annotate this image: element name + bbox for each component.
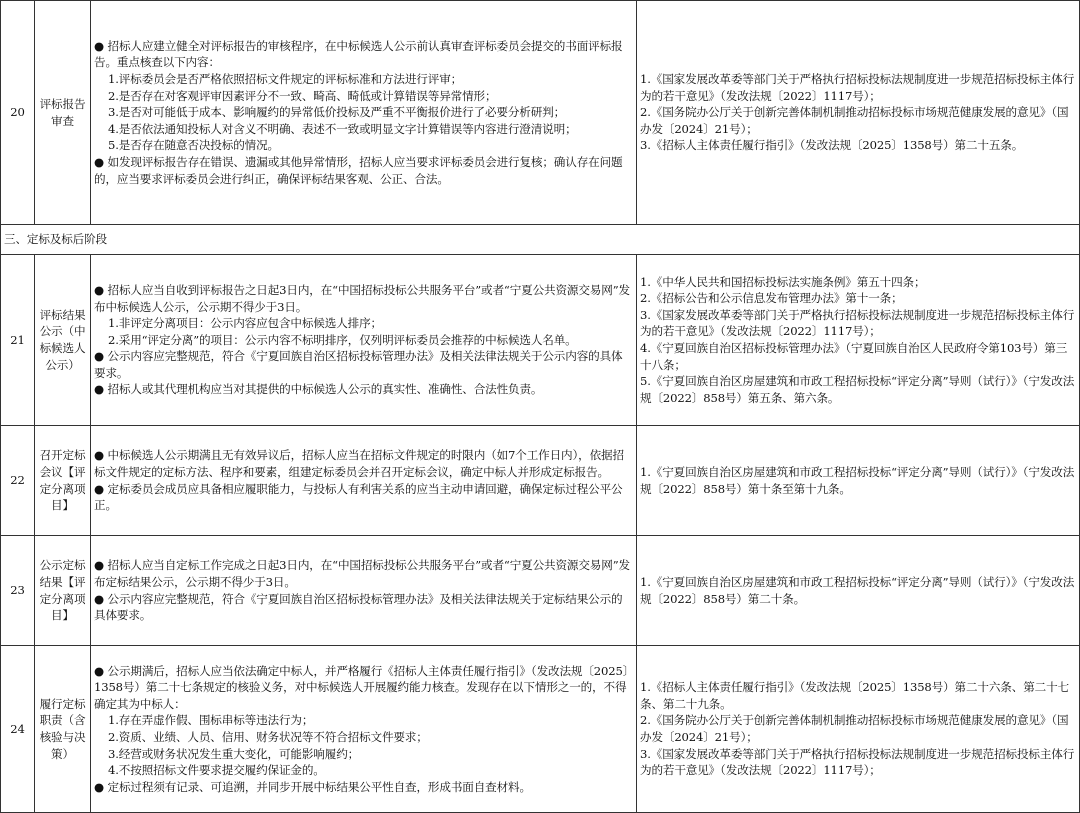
basis-item: 5.《宁夏回族自治区房屋建筑和市政工程招标投标“评定分离”导则（试行）》（宁发改法规〔2022〕858号）第五条、第六条。 [640, 374, 1075, 405]
bullet-text: ● 定标委员会成员应具备相应履职能力，与投标人有利害关系的应当主动申请回避，确保定标过程公平公正。 [94, 481, 623, 513]
row-number: 21 [1, 255, 35, 426]
bullet-text: ● 招标人或其代理机构应当对其提供的中标候选人公示的真实性、准确性、合法性负责。 [94, 382, 543, 397]
bullet-text: ● 公示内容应完整规范，符合《宁夏回族自治区招标投标管理办法》及相关法律法规关于公示内容的具体要求。 [94, 349, 623, 380]
basis-item: 1.《宁夏回族自治区房屋建筑和市政工程招标投标“评定分离”导则（试行）》（宁发改法规〔2022〕858号）第十条至第十九条。 [640, 464, 1075, 496]
legal-basis [637, 1, 1080, 225]
section-row [1, 225, 1080, 255]
item-name: 公示定标结果【评定分离项目】 [35, 536, 91, 646]
table-row-23 [1, 536, 1080, 646]
sub-item: 4.不按照招标文件要求提交履约保证金的。 [108, 763, 325, 778]
sub-item: 5.是否存在随意否决投标的情况。 [108, 138, 279, 153]
sub-item: 1.非评定分离项目：公示内容应包含中标候选人排序； [108, 316, 382, 331]
basis-item: 1.《国家发展改革委等部门关于严格执行招标投标法规制度进一步规范招标投标主体行为的若干意见》（发改法规〔2022〕1117号）； [640, 72, 1075, 103]
row-number: 22 [1, 426, 35, 536]
sub-item: 4.是否依法通知投标人对含义不明确、表述不一致或明显文字计算错误等内容进行澄清说明； [108, 121, 577, 136]
table-row-24 [1, 646, 1080, 813]
basis-item: 2.《国务院办公厅关于创新完善体制机制推动招标投标市场规范健康发展的意见》（国办发〔2024〕21号）； [640, 713, 1069, 744]
basis-item: 1.《中华人民共和国招标投标法实施条例》第五十四条； [640, 274, 926, 289]
sub-item: 1.评标委员会是否严格依照招标文件规定的评标标准和方法进行评审； [108, 72, 463, 87]
basis-item: 4.《宁夏回族自治区招标投标管理办法》（宁夏回族自治区人民政府令第103号）第三十八条； [640, 341, 1068, 372]
item-name: 评标报告审查 [35, 1, 91, 225]
bullet-text: ● 招标人应当自定标工作完成之日起3日内，在“中国招标投标公共服务平台”或者“宁夏公共资源交易网”发布定标结果公示，公示期不得少于3日。 [94, 558, 630, 589]
requirement-content [91, 426, 637, 536]
basis-item: 3.《国家发展改革委等部门关于严格执行招标投标法规制度进一步规范招标投标主体行为的若干意见》（发改法规〔2022〕1117号）； [640, 307, 1075, 339]
legal-basis [637, 255, 1080, 426]
sub-item: 2.是否存在对客观评审因素评分不一致、畸高、畸低或计算错误等异常情形； [108, 88, 497, 103]
item-name: 召开定标会议【评定分离项目】 [35, 426, 91, 536]
requirement-content [91, 1, 637, 225]
item-name: 评标结果公示（中标候选人公示） [35, 255, 91, 426]
table-row-20 [1, 1, 1080, 225]
sub-item: 3.经营或财务状况发生重大变化，可能影响履约； [108, 746, 360, 761]
sub-item: 3.是否对可能低于成本、影响履约的异常低价投标及严重不平衡报价进行了必要分析研判； [108, 105, 566, 120]
basis-item: 2.《招标公告和公示信息发布管理办法》第十一条； [640, 291, 903, 306]
bullet-text: ● 中标候选人公示期满且无有效异议后，招标人应当在招标文件规定的时限内（如7个工作日内），依据招标文件规定的定标方法、程序和要素，组建定标委员会并召开定标会议，确定中标人并形成定标报告。 [94, 448, 624, 479]
basis-item: 1.《招标人主体责任履行指引》（发改法规〔2025〕1358号）第二十六条、第二十七条、第二十九条。 [640, 680, 1069, 711]
requirement-content [91, 536, 637, 646]
sub-item: 2.资质、业绩、人员、信用、财务状况等不符合招标文件要求； [108, 730, 428, 744]
bullet-text: ● 公示期满后，招标人应当依法确定中标人，并严格履行《招标人主体责任履行指引》（发改法规〔2025〕1358号）第二十七条规定的核验义务，对中标候选人开展履约能力核查。发现存在以下情形之一的，不得确定其为中标人： [94, 663, 629, 711]
table-row-21 [1, 255, 1080, 426]
legal-basis [637, 426, 1080, 536]
row-number: 23 [1, 536, 35, 646]
item-name: 履行定标职责（含核验与决策） [35, 646, 91, 813]
requirement-content [91, 255, 637, 426]
table-row-22 [1, 426, 1080, 536]
basis-item: 2.《国务院办公厅关于创新完善体制机制推动招标投标市场规范健康发展的意见》（国办发〔2024〕21号）； [640, 105, 1069, 136]
legal-basis [637, 536, 1080, 646]
requirement-content [91, 646, 637, 813]
bullet-text: ● 招标人应建立健全对评标报告的审核程序，在中标候选人公示前认真审查评标委员会提交的书面评标报告。重点核查以下内容： [94, 38, 623, 70]
section-title: 三、定标及标后阶段 [1, 225, 1080, 255]
legal-basis [637, 646, 1080, 813]
sub-item: 2.采用“评定分离”的项目：公示内容不标明排序，仅列明评标委员会推荐的中标候选人名单。 [108, 332, 577, 347]
row-number: 24 [1, 646, 35, 813]
row-number: 20 [1, 1, 35, 225]
sub-item: 1.存在弄虚作假、围标串标等违法行为； [108, 713, 314, 728]
bullet-text: ● 定标过程须有记录、可追溯，并同步开展中标结果公平性自查，形成书面自查材料。 [94, 779, 531, 794]
bullet-text: ● 公示内容应完整规范，符合《宁夏回族自治区招标投标管理办法》及相关法律法规关于定标结果公示的具体要求。 [94, 591, 623, 623]
bullet-text: ● 如发现评标报告存在错误、遗漏或其他异常情形，招标人应当要求评标委员会进行复核；确认存在问题的，应当要求评标委员会进行纠正，确保评标结果客观、公正、合法。 [94, 154, 623, 186]
bullet-text: ● 招标人应当自收到评标报告之日起3日内，在“中国招标投标公共服务平台”或者“宁夏公共资源交易网”发布中标候选人公示，公示期不得少于3日。 [94, 282, 630, 314]
basis-item: 3.《国家发展改革委等部门关于严格执行招标投标法规制度进一步规范招标投标主体行为的若干意见》（发改法规〔2022〕1117号）； [640, 746, 1075, 778]
basis-item: 1.《宁夏回族自治区房屋建筑和市政工程招标投标“评定分离”导则（试行）》（宁发改法规〔2022〕858号）第二十条。 [640, 574, 1075, 606]
basis-item: 3.《招标人主体责任履行指引》（发改法规〔2025〕1358号）第二十五条。 [640, 138, 1024, 153]
